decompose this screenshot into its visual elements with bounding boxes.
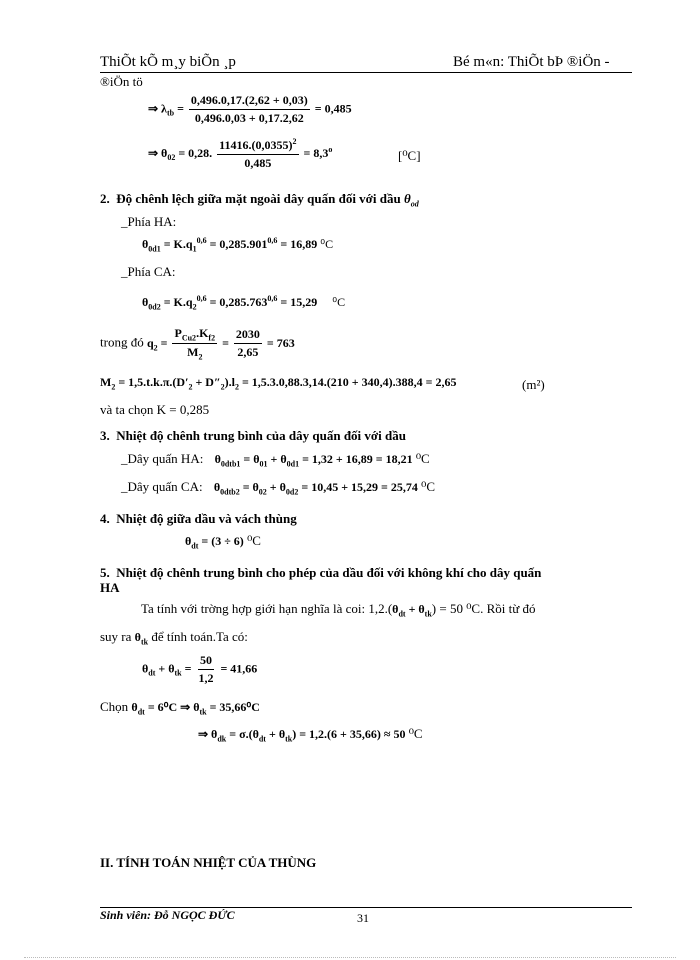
label-ha-side: _Phía HA: bbox=[121, 214, 177, 229]
header-rule bbox=[100, 72, 632, 73]
paragraph-1: Ta tính với trờng hợp giới hạn nghĩa là coi: $1,2.(\theta_{dt} + \theta_{tk}) = 50$ ⁰C. Rồi từ đó bbox=[141, 601, 536, 619]
unit-m2: (m²) bbox=[522, 377, 545, 392]
footer-page-number: 31 bbox=[357, 911, 369, 925]
equation-final: ⇒ $\theta_{dk} = \sigma.(\theta_{dt} + \theta_{tk}) = 1,2.(6 + 35,66) \approx 50$ ⁰C bbox=[198, 726, 423, 744]
equation-lambda: ⇒ $\lambda_{tb}$ = $\frac{0,496.0,17.(2,62 + 0,03)}{0,496.0,03 + 0,17.2,62}$ = 0,485 bbox=[148, 93, 352, 125]
equation-theta-od2: $\theta_{0d2} = K.q_2^{0,6} = 0,285.763^{0,6} = 15,29$ ⁰C bbox=[142, 294, 346, 312]
choose-k: và ta chọn K = 0,285 bbox=[100, 402, 210, 417]
section-5-heading-line2: HA bbox=[100, 580, 120, 595]
ha-winding-row: _Dây quấn HA: $\theta_{0dtb1} = \theta_{01} + \theta_{0d1} = 1,32 + 16,89 = 18,21$ ⁰C bbox=[121, 451, 430, 469]
equation-q2: trong đó $q_2$ = $\frac{P_{Cu2}.K_{f2}}{M_2}$ = $\frac{2030}{2,65}$ = 763 bbox=[100, 326, 295, 362]
section-II-heading: II. TÍNH TOÁN NHIỆT CỦA THÙNG bbox=[100, 855, 317, 870]
choose-row: Chọn $\theta_{dt} = 6^0C$ ⇒ $\theta_{tk} = 35,66^0C$ bbox=[100, 699, 260, 717]
equation-theta-od1: $\theta_{0d1} = K.q_1^{0,6} = 0,285.901^{0,6} = 16,89$ ⁰C bbox=[142, 236, 334, 254]
header-right: Bé m«n: ThiÕt bÞ ®iÖn - bbox=[453, 54, 610, 70]
page-bottom-dotted-line bbox=[24, 957, 676, 958]
equation-theta-dt: $\theta_{dt} = (3 \div 6)$ ⁰C bbox=[185, 533, 261, 551]
header-continuation: ®iÖn tö bbox=[100, 74, 143, 89]
equation-theta02: ⇒ $\theta_{02} = 0,28$. $\frac{11416.(0,0355)^2}{0,485}$ = $8,3^o$ bbox=[148, 137, 333, 170]
header-left: ThiÕt kÕ m¸y biÕn ¸p bbox=[100, 54, 236, 70]
section-2-heading: 2. Độ chênh lệch giữa mặt ngoài dây quấn đối với dầu $\theta_{od}$ bbox=[100, 191, 419, 209]
footer-student: Sinh viên: Đỗ NGỌC ĐỨC bbox=[100, 908, 235, 922]
paragraph-2: suy ra $\theta_{tk}$ để tính toán.Ta có: bbox=[100, 629, 248, 647]
section-3-heading: 3. Nhiệt độ chênh trung bình của dây quấn đối với dầu bbox=[100, 428, 406, 443]
unit-celsius: [⁰C] bbox=[398, 148, 421, 163]
section-4-heading: 4. Nhiệt độ giữa dầu và vách thùng bbox=[100, 511, 297, 526]
section-5-heading: 5. Nhiệt độ chênh trung bình cho phép của dầu đối với không khí cho dây quấn bbox=[100, 565, 542, 580]
equation-M2: $M_2 = 1,5.t.k.\pi.(D'_2 + D''_2).l_2 = 1,5.3.0,88.3,14.(210 + 340,4).388,4 = 2,65$ bbox=[100, 375, 457, 392]
equation-sum: $\theta_{dt} + \theta_{tk}$ = $\frac{50}{1,2}$ = 41,66 bbox=[142, 653, 258, 685]
label-ca-side: _Phía CA: bbox=[121, 264, 176, 279]
ca-winding-row: _Dây quấn CA: $\theta_{0dtb2} = \theta_{02} + \theta_{0d2} = 10,45 + 15,29 = 25,74$ ⁰C bbox=[121, 479, 436, 497]
